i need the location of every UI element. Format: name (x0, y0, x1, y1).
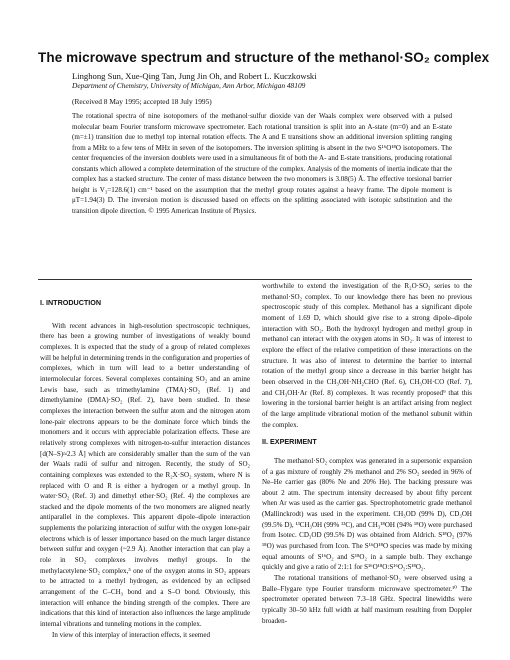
intro-paragraph-1: With recent advances in high-resolution spectroscopic techniques, there has been a growing number of investigations of weakly bound complexes. It is expected that the study of a group of related complexes will be helpful in determining trends in the configuration and properties of complexes, which in turn will lead to a better understanding of intermolecular forces. Several complexes containing SO₂ and an amine Lewis base, such as trimethylamine (TMA)·SO₂ (Ref. 1) and dimethylamine (DMA)·SO₂ (Ref. 2), have been studied. In these complexes the interaction between the sulfur atom and the nitrogen atom lone-pair electrons appears to be the dominate force which binds the monomers and it occurs with appreciable polarization effects. These are relatively strong complexes with nitrogen-to-sulfur interaction distances [d(N–S)≈2.3 Å] which are considerably smaller than the sum of the van der Waals radii of sulfur and nitrogen. Recently, the study of SO₂ containing complexes was extended to the R₂X·SO₂ system, where N is replaced with O and R is either a hydrogen or a methyl group. In water·SO₂ (Ref. 3) and dimethyl ether·SO₂ (Ref. 4) the complexes are stacked and the dipole moments of the two monomers are aligned nearly antiparallel in the complexes. This apparent dipole–dipole interaction supplements the polarizing interaction of sulfur with the oxygen lone-pair electrons which is of lesser importance based on the much larger distance between sulfur and oxygen (~2.9 Å). Another interaction that can play a role in SO₂ complexes involves methyl groups. In the methylacetylene·SO₂ complex,⁵ one of the oxygen atoms in SO₂ appears to be attracted to a methyl hydrogen, as evidenced by an eclipsed arrangement of the C–CH₃ bond and a S–O bond. Obviously, this interaction will enhance the binding strength of the complex. There are indications that this kind of interaction also influences the large amplitude internal vibrations and tunneling motions in the complex. (40, 321, 250, 629)
abstract: The rotational spectra of nine isotopomers of the methanol·sulfur dioxide van der Waals complex were observed with a pulsed molecular beam Fourier transform microwave spectrometer. Each rotational transition is split into an A-state (m=0) and an E-state (m=±1) transition due to methyl top internal rotation effects. The A and E transitions show an additional inversion splitting ranging from a MHz to a few tens of MHz in seven of the isotopomers. The inversion splitting is absent in the two S¹⁶O¹⁸O isotopomers. The center frequencies of the inversion doublets were used in a simultaneous fit of both the A- and E-state transitions, producing rotational constants which allowed a complete determination of the structure of the complex. Analysis of the moments of inertia indicate that the complex has a stacked structure. The center of mass distance between the two monomers is 3.08(5) Å. The effective torsional barrier height is V₃=128.6(1) cm⁻¹ based on the assumption that the methyl group rotates against a heavy frame. The dipole moment is μT=1.94(3) D. The inversion motion is discussed based on effects on the splitting associated with isotopic substitution and the transition dipole direction. © 1995 American Institute of Physics. (72, 112, 452, 215)
left-column (40, 298, 250, 640)
intro-paragraph-2: In view of this interplay of interaction effects, it seemed (52, 630, 210, 639)
author-list: Linghong Sun, Xue-Qing Tan, Jung Jin Oh, and Robert L. Kuczkowski (72, 71, 317, 81)
article-title: The microwave spectrum and structure of the methanol·SO₂ complex (38, 50, 490, 65)
intro-continuation: worthwhile to extend the investigation of the R₂O·SO₂ series to the methanol·SO₂ complex. To our knowledge there has been no previous spectroscopic study of this complex. Methanol has a significant dipole moment of 1.69 D, which should give rise to a strong dipole–dipole interaction with SO₂. Both the hydroxyl hydrogen and methyl group in methanol can interact with the oxygen atoms in SO₂. It was of interest to explore the effect of the relative competition of these interactions on the structure. It was also of interest to determine the barrier to internal rotation of the methyl group since a decrease in this barrier height has been observed in the CH₃OH·NH₂CHO (Ref. 6), CH₃OH·CO (Ref. 7), and CH₃OH·Ar (Ref. 8) complexes. It was recently proposed⁹ that this lowering in the torsional barrier height is an artifact arising from neglect of the large amplitude vibrational motion of the methanol subunit within the complex. (262, 282, 472, 429)
experiment-heading: II. EXPERIMENT (262, 437, 317, 447)
experiment-paragraph-2: The rotational transitions of methanol·SO₂ were observed using a Balle–Flygare type Fourier transform microwave spectrometer.¹⁰ The spectrometer operated between 7.3–18 GHz. Spectral linewidths were typically 30–50 kHz full width at half maximum resulting from Doppler broaden- (262, 574, 472, 625)
received-date: (Received 8 May 1995; accepted 18 July 1995) (72, 97, 212, 106)
right-column (262, 281, 472, 626)
experiment-paragraph-1: The methanol·SO₂ complex was generated in a supersonic expansion of a gas mixture of roughly 2% methanol and 2% SO₂ seeded in 96% of Ne–He carrier gas (80% Ne and 20% He). The backing pressure was about 2 atm. The spectrum intensity decreased by about fifty percent when Ar was used as the carrier gas. Spectrophotometric grade methanol (Mallinckrodt) was used in the experiment. CH₃OD (99% D), CD₃OH (99.5% D), ¹³CH₃OH (99% ¹³C), and CH₃¹⁸OH (94% ¹⁸O) were purchased from Isotec. CD₃OD (99.5% D) was obtained from Aldrich. S¹⁸O₂ (97% ¹⁸O) was purchased from Icon. The S¹⁶O¹⁸O species was made by mixing equal amounts of S¹⁶O₂ and S¹⁸O₂ in a sample bulb. They exchange quickly and give a ratio of 2:1:1 for S¹⁶O¹⁸O:S¹⁶O₂:S¹⁸O₂. (262, 456, 472, 572)
section-divider (38, 279, 472, 280)
affiliation: Department of Chemistry, University of Michigan, Ann Arbor, Michigan 48109 (72, 81, 306, 90)
intro-heading: I. INTRODUCTION (40, 298, 102, 307)
